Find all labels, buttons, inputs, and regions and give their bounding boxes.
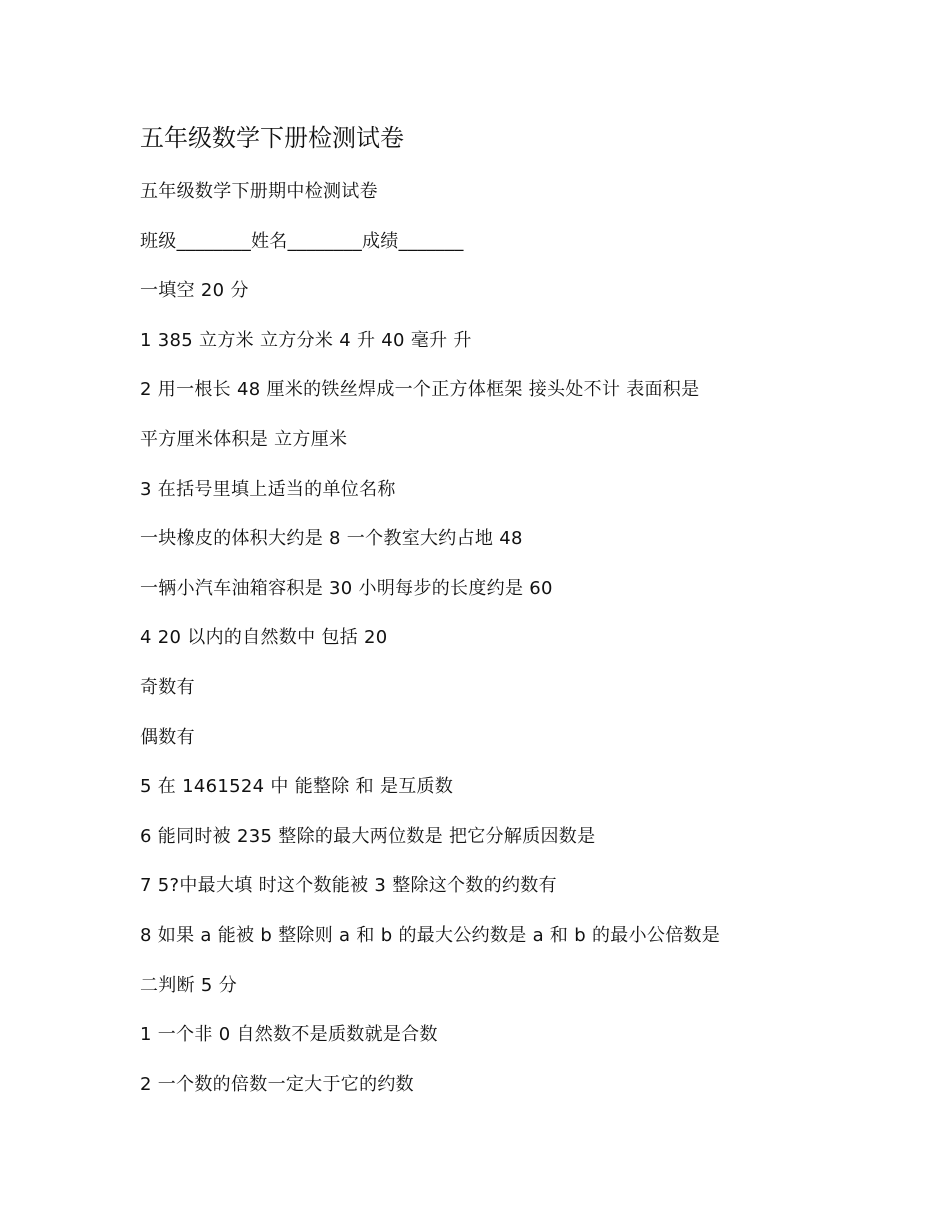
question-line: 4 20 以内的自然数中 包括 20 — [140, 627, 388, 649]
section-heading-true-false: 二判断 5 分 — [140, 974, 237, 996]
question-line: 7 5?中最大填 时这个数能被 3 整除这个数的约数有 — [140, 875, 557, 897]
question-line: 8 如果 a 能被 b 整除则 a 和 b 的最大公约数是 a 和 b 的最小公倍数是 — [140, 924, 721, 946]
question-line: 1 一个非 0 自然数不是质数就是合数 — [140, 1024, 438, 1046]
question-line: 一块橡皮的体积大约是 8 一个教室大约占地 48 — [140, 528, 523, 550]
question-line: 2 用一根长 48 厘米的铁丝焊成一个正方体框架 接头处不计 表面积是 — [140, 379, 700, 401]
document-title: 五年级数学下册检测试卷 — [140, 124, 404, 152]
question-line: 平方厘米体积是 立方厘米 — [140, 428, 348, 450]
question-line: 3 在括号里填上适当的单位名称 — [140, 478, 396, 500]
question-line: 偶数有 — [140, 726, 195, 748]
question-line: 6 能同时被 235 整除的最大两位数是 把它分解质因数是 — [140, 825, 596, 847]
question-line: 1 385 立方米 立方分米 4 升 40 毫升 升 — [140, 329, 472, 351]
document-body — [140, 176, 720, 1118]
section-heading-fill-blank: 一填空 20 分 — [140, 280, 249, 302]
question-line: 2 一个数的倍数一定大于它的约数 — [140, 1073, 414, 1095]
question-line: 一辆小汽车油箱容积是 30 小明每步的长度约是 60 — [140, 577, 553, 599]
question-line: 奇数有 — [140, 676, 195, 698]
subtitle-line: 五年级数学下册期中检测试卷 — [140, 181, 378, 202]
question-line: 5 在 1461524 中 能整除 和 是互质数 — [140, 776, 454, 798]
student-info-line: 班级________姓名________成绩_______ — [140, 230, 464, 252]
